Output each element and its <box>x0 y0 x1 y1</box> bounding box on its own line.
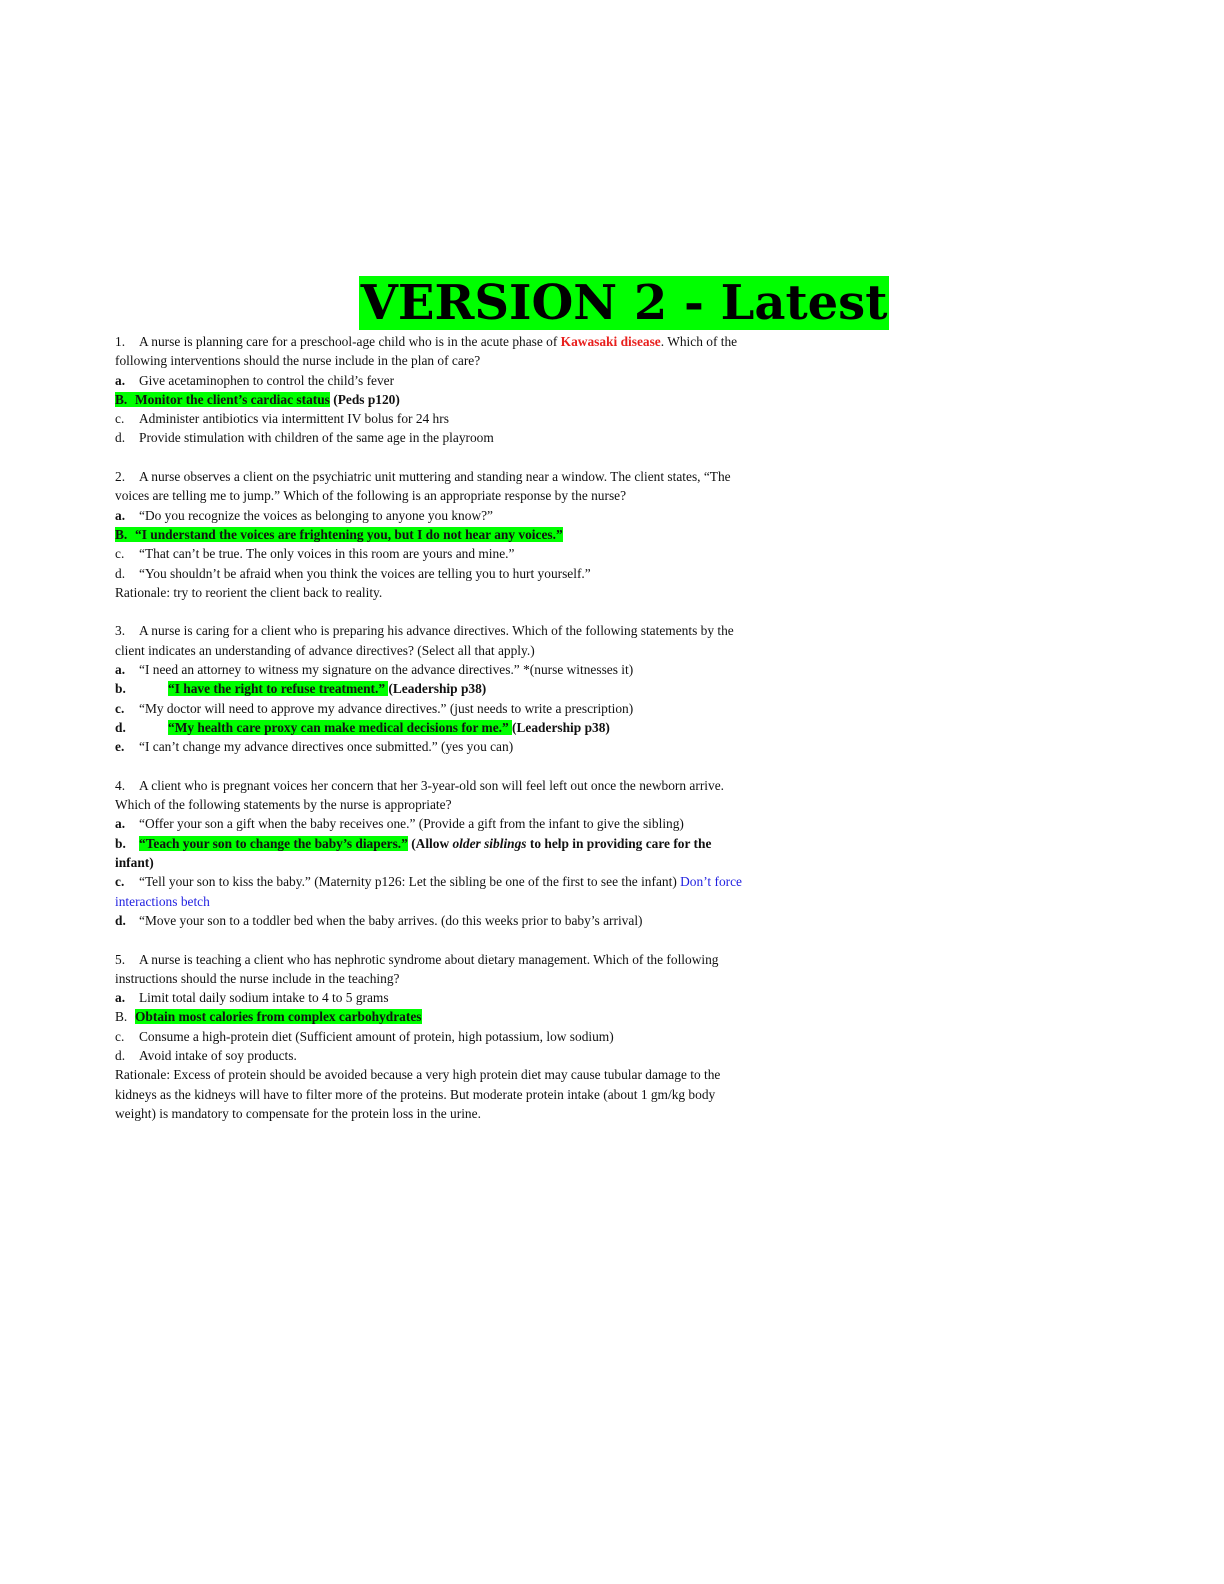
q5-option-c <box>115 1027 815 1046</box>
q4-option-c-label: c. <box>115 874 125 890</box>
q1-option-d-label: d. <box>115 430 126 446</box>
q1-option-b-note: (Peds p120) <box>329 391 400 407</box>
q2-option-c <box>115 544 815 563</box>
q1-stem-a: A nurse is planning care for a preschool-age child who is in the acute phase of <box>139 334 561 349</box>
q1-option-a <box>115 371 815 390</box>
q1-option-a-text: Give acetaminophen to control the child’s fever <box>139 372 395 388</box>
q2-rationale: Rationale: try to reorient the client back to reality. <box>115 584 383 600</box>
q5-option-a <box>115 988 815 1007</box>
q3-option-b-text: “I have the right to refuse treatment.” <box>168 681 389 697</box>
q3-option-e <box>115 737 815 756</box>
q2-option-b-text: “I understand the voices are frightening you, but I do not hear any voices.” <box>135 526 563 542</box>
q5-rationale-line-2: kidneys as the kidneys will have to filter more of the proteins. But moderate protein intake (about 1 gm/kg body <box>115 1086 716 1102</box>
q4-option-b-note-a: (Allow <box>407 835 453 851</box>
q1-option-d-text: Provide stimulation with children of the same age in the playroom <box>139 430 494 446</box>
q4-option-c-comment-a: Don’t force <box>680 874 742 890</box>
q3-option-c-label: c. <box>115 700 125 716</box>
q1-option-b-text: Monitor the client’s cardiac status <box>135 391 330 407</box>
q4-option-d-text: “Move your son to a toddler bed when the baby arrives. (do this weeks prior to baby’s arrival) <box>139 912 643 928</box>
q4-option-d <box>115 911 815 930</box>
q2-option-d-label: d. <box>115 565 126 581</box>
q1-number: 1. <box>115 334 126 349</box>
q3-option-d-text: “My health care proxy can make medical decisions for me.” <box>168 719 513 735</box>
q5-option-a-label: a. <box>115 990 126 1006</box>
q4-option-a-label: a. <box>115 816 126 832</box>
q4-option-b-note-c: infant) <box>115 855 154 871</box>
document-body <box>115 332 815 1123</box>
q4-option-d-label: d. <box>115 912 126 928</box>
q3-option-b-label: b. <box>115 681 126 697</box>
q5-option-d-text: Avoid intake of soy products. <box>139 1047 297 1063</box>
q4-option-b-text: “Teach your son to change the baby’s diapers.” <box>139 835 408 851</box>
q4-stem-line-2: Which of the following statements by the nurse is appropriate? <box>115 797 452 813</box>
q3-stem-line-2: client indicates an understanding of advance directives? (Select all that apply.) <box>115 642 535 658</box>
q3-option-b <box>115 679 815 698</box>
q2-stem-line-2: voices are telling me to jump.” Which of the following is an appropriate response by the nurse? <box>115 488 627 504</box>
q5-option-b <box>115 1007 815 1026</box>
q5-option-d-label: d. <box>115 1047 126 1063</box>
q3-option-c <box>115 699 815 718</box>
q4-option-b <box>115 834 815 853</box>
q3-option-b-note: (Leadership p38) <box>388 681 487 697</box>
q5-rationale-line-1: Rationale: Excess of protein should be avoided because a very high protein diet may cause tubular damage to the <box>115 1067 721 1083</box>
q5-rationale-line-3: weight) is mandatory to compensate for the protein loss in the urine. <box>115 1105 481 1121</box>
q2-stem-line-1 <box>115 467 815 486</box>
q4-option-b-note-b: to help in providing care for the <box>526 835 712 851</box>
q4-option-b-label: b. <box>115 835 126 851</box>
q1-stem-line-1 <box>115 332 815 351</box>
q5-option-b-text: Obtain most calories from complex carbohydrates <box>135 1009 422 1025</box>
q5-number: 5. <box>115 951 126 967</box>
q2-option-d <box>115 564 815 583</box>
q1-option-a-label: a. <box>115 372 126 388</box>
q3-option-e-text: “I can’t change my advance directives once submitted.” (yes you can) <box>139 739 514 755</box>
q1-stem-line-2: following interventions should the nurse include in the plan of care? <box>115 353 481 369</box>
q3-option-a-text: “I need an attorney to witness my signature on the advance directives.” *(nurse witnesses it) <box>139 662 634 678</box>
q2-option-a-text: “Do you recognize the voices as belonging to anyone you know?” <box>139 507 494 523</box>
q3-option-d <box>115 718 815 737</box>
q3-number: 3. <box>115 623 126 639</box>
q1-option-b-label: B. <box>115 391 128 407</box>
q4-option-c-text: “Tell your son to kiss the baby.” (Maternity p126: Let the sibling be one of the first to see the infant) <box>139 874 681 890</box>
q1-option-b <box>115 390 815 409</box>
q5-option-c-text: Consume a high-protein diet (Sufficient amount of protein, high potassium, low sodium) <box>139 1028 614 1044</box>
q3-option-d-note: (Leadership p38) <box>512 719 610 735</box>
q3-stem-line-1 <box>115 621 815 640</box>
q5-stem-a: A nurse is teaching a client who has nephrotic syndrome about dietary management. Which of the following <box>139 951 719 967</box>
q5-option-b-label: B. <box>115 1009 128 1025</box>
q5-stem-line-2: instructions should the nurse include in the teaching? <box>115 970 400 986</box>
q1-option-c <box>115 409 815 428</box>
q3-stem-a: A nurse is caring for a client who is preparing his advance directives. Which of the following statements by the <box>139 623 734 639</box>
q3-option-c-text: “My doctor will need to approve my advance directives.” (just needs to write a prescription) <box>139 700 634 716</box>
q1-option-c-label: c. <box>115 411 125 427</box>
q1-stem-b: . Which of the <box>660 334 738 349</box>
q4-option-b-note-italic: older siblings <box>452 835 527 851</box>
q2-option-b <box>115 525 815 544</box>
q4-option-c-comment-b: interactions betch <box>115 893 210 909</box>
q2-option-a <box>115 506 815 525</box>
q4-option-a <box>115 814 815 833</box>
q4-number: 4. <box>115 777 126 793</box>
q3-option-a-label: a. <box>115 662 126 678</box>
q5-option-a-text: Limit total daily sodium intake to 4 to 5 grams <box>139 990 389 1006</box>
q5-option-d <box>115 1046 815 1065</box>
q2-option-a-label: a. <box>115 507 126 523</box>
page-title: VERSION 2 - Latest <box>360 275 888 331</box>
q4-stem-line-1 <box>115 776 815 795</box>
q1-option-c-text: Administer antibiotics via intermittent IV bolus for 24 hrs <box>139 411 449 427</box>
title-wrap <box>0 276 1224 330</box>
q2-number: 2. <box>115 469 126 485</box>
q3-option-e-label: e. <box>115 739 125 755</box>
q5-option-c-label: c. <box>115 1028 125 1044</box>
q1-option-d <box>115 428 815 447</box>
q3-option-d-label: d. <box>115 719 126 735</box>
q4-stem-a: A client who is pregnant voices her concern that her 3-year-old son will feel left out once the newborn arrive. <box>139 777 724 793</box>
q4-option-c <box>115 872 815 891</box>
q4-option-a-text: “Offer your son a gift when the baby receives one.” (Provide a gift from the infant to give the sibling) <box>139 816 684 832</box>
q2-stem-a: A nurse observes a client on the psychiatric unit muttering and standing near a window. The client states, “The <box>139 469 731 485</box>
q2-option-c-text: “That can’t be true. The only voices in this room are yours and mine.” <box>139 546 515 562</box>
q5-stem-line-1 <box>115 950 815 969</box>
q2-option-c-label: c. <box>115 546 125 562</box>
q1-stem-highlight: Kawasaki disease <box>560 334 661 349</box>
q2-option-b-label: B. <box>115 526 128 542</box>
q2-option-d-text: “You shouldn’t be afraid when you think the voices are telling you to hurt yourself.” <box>139 565 591 581</box>
q3-option-a <box>115 660 815 679</box>
